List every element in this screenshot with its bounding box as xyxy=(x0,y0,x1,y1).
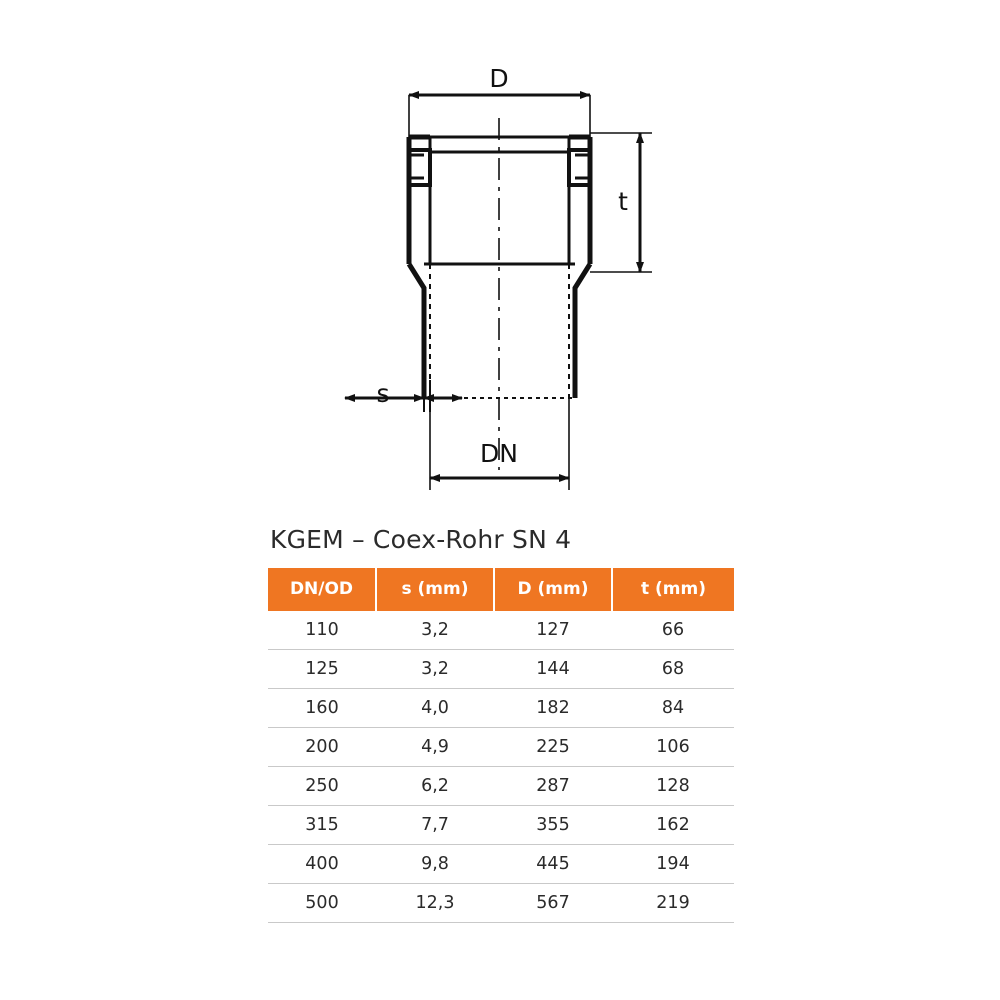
column-header-d: D (mm) xyxy=(494,568,612,611)
cell-t: 128 xyxy=(612,767,734,806)
label-d: D xyxy=(489,64,509,93)
cell-dn-od: 250 xyxy=(268,767,376,806)
specification-table-area xyxy=(268,525,734,923)
cell-d: 127 xyxy=(494,611,612,650)
cell-s: 9,8 xyxy=(376,845,494,884)
cell-t: 194 xyxy=(612,845,734,884)
cell-dn-od: 500 xyxy=(268,884,376,923)
table-header-row xyxy=(268,568,734,611)
label-t: t xyxy=(618,187,628,216)
cell-t: 162 xyxy=(612,806,734,845)
cell-s: 3,2 xyxy=(376,611,494,650)
cell-s: 12,3 xyxy=(376,884,494,923)
cell-d: 182 xyxy=(494,689,612,728)
cell-t: 68 xyxy=(612,650,734,689)
cell-s: 4,9 xyxy=(376,728,494,767)
column-header-dn-od: DN/OD xyxy=(268,568,376,611)
dimension-t xyxy=(590,133,652,272)
table-row xyxy=(268,611,734,650)
label-s: s xyxy=(376,379,390,408)
specification-table xyxy=(268,568,734,923)
table-row xyxy=(268,884,734,923)
cell-s: 6,2 xyxy=(376,767,494,806)
cell-d: 225 xyxy=(494,728,612,767)
cell-s: 7,7 xyxy=(376,806,494,845)
cell-dn-od: 400 xyxy=(268,845,376,884)
cell-d: 287 xyxy=(494,767,612,806)
cell-t: 84 xyxy=(612,689,734,728)
cell-d: 144 xyxy=(494,650,612,689)
table-title: KGEM – Coex-Rohr SN 4 xyxy=(270,525,572,554)
table-row xyxy=(268,728,734,767)
dimension-s xyxy=(345,379,462,412)
column-header-t: t (mm) xyxy=(612,568,734,611)
cell-d: 567 xyxy=(494,884,612,923)
cell-s: 4,0 xyxy=(376,689,494,728)
column-header-s: s (mm) xyxy=(376,568,494,611)
table-row xyxy=(268,845,734,884)
cell-t: 66 xyxy=(612,611,734,650)
cell-dn-od: 125 xyxy=(268,650,376,689)
cell-dn-od: 200 xyxy=(268,728,376,767)
cell-d: 445 xyxy=(494,845,612,884)
table-row xyxy=(268,689,734,728)
cell-dn-od: 110 xyxy=(268,611,376,650)
cell-dn-od: 315 xyxy=(268,806,376,845)
table-row xyxy=(268,650,734,689)
table-row xyxy=(268,806,734,845)
cell-t: 219 xyxy=(612,884,734,923)
cell-t: 106 xyxy=(612,728,734,767)
cell-d: 355 xyxy=(494,806,612,845)
table-row xyxy=(268,767,734,806)
label-dn: DN xyxy=(480,439,518,468)
cell-dn-od: 160 xyxy=(268,689,376,728)
cell-s: 3,2 xyxy=(376,650,494,689)
